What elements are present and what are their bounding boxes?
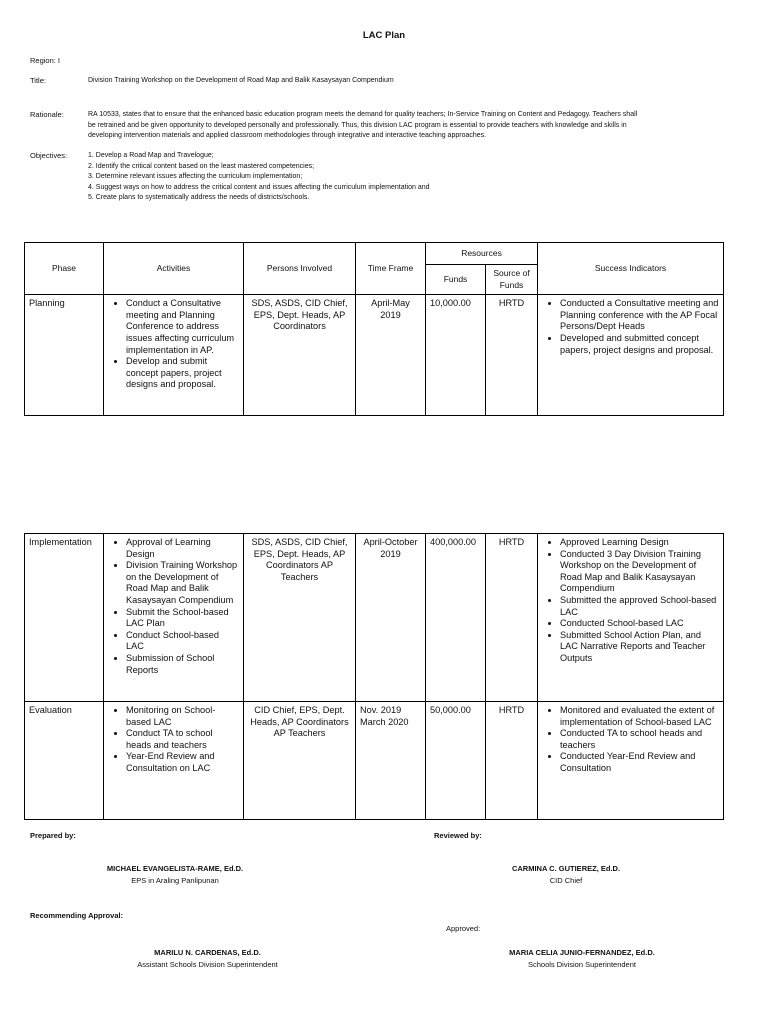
approved-name: MARIA CELIA JUNIO-FERNANDEZ, Ed.D. [509, 948, 655, 957]
header-activities: Activities [104, 243, 244, 295]
persons-cell: SDS, ASDS, CID Chief, EPS, Dept. Heads, AP Coordinators AP Teachers [244, 534, 356, 702]
activity-item: • Submission of School Reports [126, 653, 239, 676]
source-cell: HRTD [486, 534, 538, 702]
document-title: LAC Plan [362, 30, 406, 41]
timeframe-cell: April-May 2019 [356, 295, 426, 416]
prepared-role: EPS in Araling Panlipunan [131, 876, 219, 885]
activity-item: • Conduct a Consultative meeting and Planning Conference to address issues affecting curriculum implementation in AP. [126, 298, 239, 356]
activity-item: • Submit the School-based LAC Plan [126, 607, 239, 630]
header-phase: Phase [25, 243, 104, 295]
persons-cell: SDS, ASDS, CID Chief, EPS, Dept. Heads, AP Coordinators [244, 295, 356, 416]
indicator-item: • Conducted a Consultative meeting and Planning conference with the AP Focal Persons/Dept Heads [560, 298, 719, 333]
activity-item: • Conduct TA to school heads and teachers [126, 728, 239, 751]
lac-plan-table-part-2 [24, 533, 724, 820]
header-indicators: Success Indicators [538, 243, 724, 295]
header-persons: Persons Involved [244, 243, 356, 295]
indicator-item: • Developed and submitted concept papers, project designs and proposal. [560, 333, 719, 356]
rationale-label: Rationale: [30, 110, 64, 119]
recommending-approval-label: Recommending Approval: [30, 911, 124, 920]
phase-cell: Implementation [25, 534, 104, 702]
header-source: Source of Funds [486, 265, 538, 295]
prepared-by-label: Prepared by: [30, 831, 76, 840]
activities-cell [104, 702, 244, 820]
objective-item: 2. Identify the critical content based on the least mastered competencies; [88, 162, 315, 170]
reviewed-name: CARMINA C. GUTIEREZ, Ed.D. [511, 864, 621, 873]
reviewed-role: CID Chief [549, 876, 583, 885]
indicator-item: • Conducted School-based LAC [560, 618, 719, 630]
objectives-label: Objectives: [30, 151, 68, 160]
indicator-item: • Approved Learning Design [560, 537, 719, 549]
source-cell: HRTD [486, 295, 538, 416]
objective-item: 1. Develop a Road Map and Travelogue; [88, 152, 214, 159]
indicators-cell [538, 534, 724, 702]
indicator-item: • Conducted 3 Day Division Training Workshop on the Development of Road Map and Balik Kasaysayan Compendium [560, 549, 719, 595]
table-row-implementation [25, 534, 724, 702]
objective-item: 4. Suggest ways on how to address the critical content and issues affecting the curriculum implementation and [88, 183, 430, 191]
header-timeframe: Time Frame [356, 243, 426, 295]
objectives-list [88, 151, 748, 204]
reviewed-by-label: Reviewed by: [434, 831, 482, 840]
region-label: Region: I [30, 56, 61, 65]
activity-item: • Conduct School-based LAC [126, 630, 239, 653]
activities-cell [104, 295, 244, 416]
indicators-cell [538, 702, 724, 820]
header-resources: Resources [426, 243, 538, 265]
indicator-item: • Submitted the approved School-based LAC [560, 595, 719, 618]
funds-cell: 400,000.00 [426, 534, 486, 702]
title-value: Division Training Workshop on the Development of Road Map and Balik Kasaysayan Compendium [88, 77, 394, 84]
indicator-item: • Monitored and evaluated the extent of implementation of School-based LAC [560, 705, 719, 728]
activity-item: • Approval of Learning Design [126, 537, 239, 560]
title-label: Title: [30, 76, 46, 85]
table-row-planning [25, 295, 724, 416]
header-funds: Funds [426, 265, 486, 295]
approved-role: Schools Division Superintendent [528, 960, 636, 969]
lac-plan-table-part-1 [24, 242, 724, 416]
activity-item: • Division Training Workshop on the Development of Road Map and Balik Kasaysayan Compendium [126, 560, 239, 606]
objective-item: 3. Determine relevant issues affecting the curriculum implementation; [88, 173, 303, 180]
recommending-role: Assistant Schools Division Superintendent [137, 960, 278, 969]
activity-item: • Monitoring on School-based LAC [126, 705, 239, 728]
timeframe-cell: April-October 2019 [356, 534, 426, 702]
rationale-text [88, 110, 748, 142]
timeframe-cell: Nov. 2019 March 2020 [356, 702, 426, 820]
activities-cell [104, 534, 244, 702]
table-row-evaluation [25, 702, 724, 820]
activity-item: • Develop and submit concept papers, project designs and proposal. [126, 356, 239, 391]
phase-cell: Evaluation [25, 702, 104, 820]
rationale-line: RA 10533, states that to ensure that the enhanced basic education program meets the demand for quality teachers; In-Service Training on Content and Pedagogy. Teachers shall [88, 111, 638, 118]
funds-cell: 10,000.00 [426, 295, 486, 416]
rationale-line: be retrained and be given opportunity to developed personally and professionally. Thus, this division LAC program is essential to provide teachers with knowledge and skills in [88, 121, 627, 129]
prepared-name: MICHAEL EVANGELISTA-RAME, Ed.D. [106, 864, 244, 873]
indicator-item: • Conducted Year-End Review and Consultation [560, 751, 719, 774]
funds-cell: 50,000.00 [426, 702, 486, 820]
persons-cell: CID Chief, EPS, Dept. Heads, AP Coordinators AP Teachers [244, 702, 356, 820]
activity-item: • Year-End Review and Consultation on LAC [126, 751, 239, 774]
rationale-line: developing intervention materials and applied classroom methodologies through integrative and interactive teaching approaches. [88, 132, 487, 139]
indicators-cell [538, 295, 724, 416]
approved-label: Approved: [446, 924, 481, 933]
phase-cell: Planning [25, 295, 104, 416]
source-cell: HRTD [486, 702, 538, 820]
recommending-name: MARILU N. CARDENAS, Ed.D. [154, 948, 261, 957]
indicator-item: • Conducted TA to school heads and teachers [560, 728, 719, 751]
indicator-item: • Submitted School Action Plan, and LAC Narrative Reports and Teacher Outputs [560, 630, 719, 665]
objective-item: 5. Create plans to systematically address the needs of districts/schools. [88, 194, 310, 201]
